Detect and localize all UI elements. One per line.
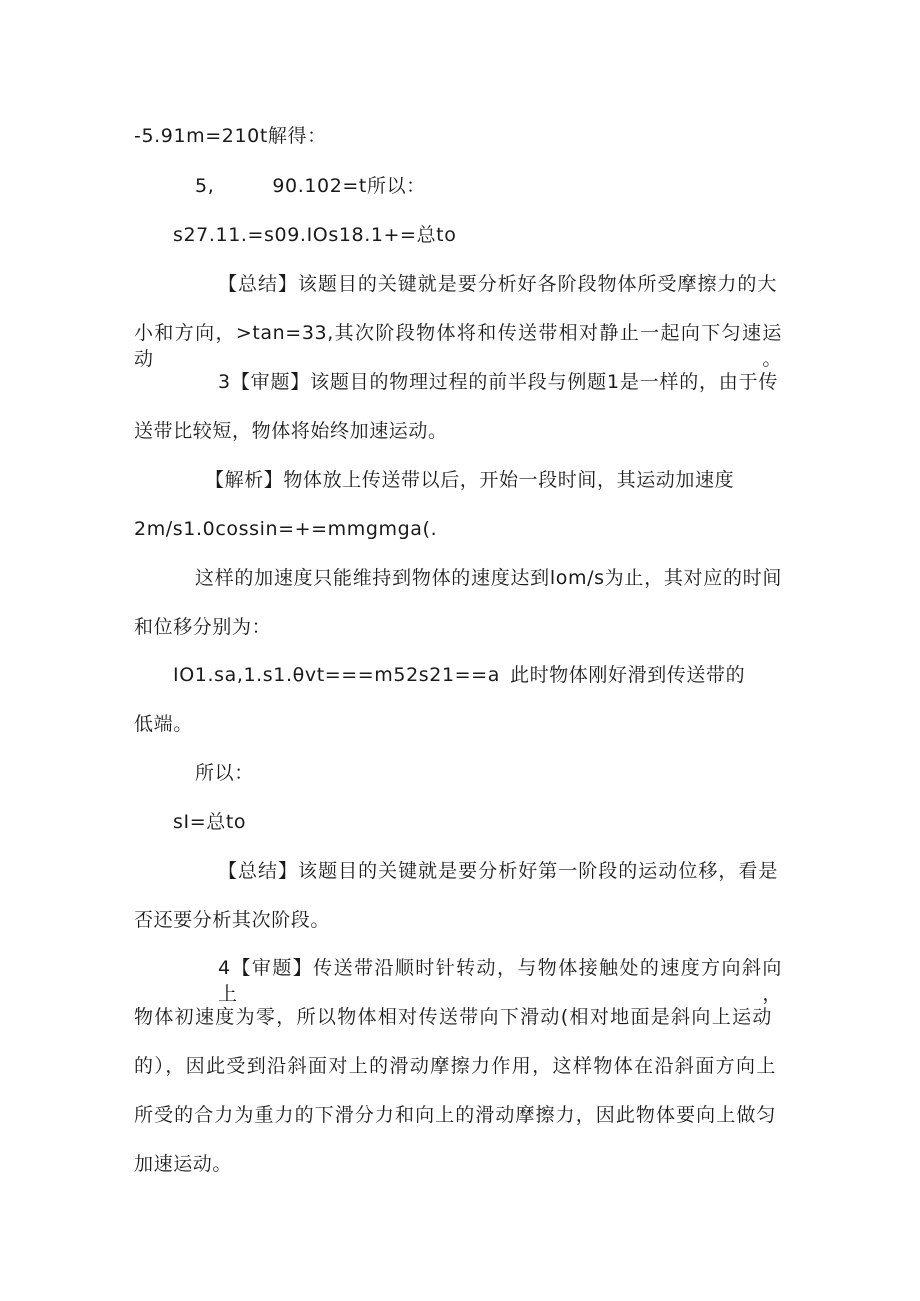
paragraph-line: 所以：: [195, 762, 254, 784]
paragraph-line: 和位移分别为：: [134, 616, 272, 638]
paragraph-line: 物体初速度为零，所以物体相对传送带向下滑动(相对地面是斜向上运动: [134, 1006, 772, 1028]
paragraph-line: 否还要分析其次阶段。: [134, 909, 331, 931]
formula-line: 2m∕s1.0cossin=+=mmgmga(.: [134, 518, 438, 540]
paragraph-line: 的），因此受到沿斜面对上的滑动摩擦力作用，这样物体在沿斜面方向上: [134, 1055, 776, 1077]
formula-line: IO1.sa,1.s1.θvt===m52s21==a: [173, 664, 500, 686]
paragraph-line: 3【审题】该题目的物理过程的前半段与例题1是一样的，由于传: [218, 371, 778, 393]
paragraph-line: 4【审题】传送带沿顺时针转动，与物体接触处的速度方向斜向上，: [218, 957, 782, 1005]
paragraph-line: 所受的合力为重力的下滑分力和向上的滑动摩擦力，因此物体要向上做匀: [134, 1104, 776, 1126]
paragraph-line: 【总结】该题目的关键就是要分析好第一阶段的运动位移，看是: [218, 860, 778, 882]
text-line: [195, 173, 426, 199]
paragraph-line: 此时物体刚好滑到传送带的: [510, 664, 746, 686]
text-line: -5.91m=210t解得：: [134, 125, 327, 147]
paragraph-line: 这样的加速度只能维持到物体的速度达到lom/s为止，其对应的时间: [195, 567, 782, 589]
paragraph-line: 低端。: [134, 713, 193, 735]
paragraph-line: 加速运动。: [134, 1153, 233, 1175]
formula-line: sI=总to: [173, 811, 247, 833]
text-fragment: 90.102=t所以：: [272, 175, 426, 197]
text-fragment: 5,: [195, 175, 215, 197]
paragraph-line: 小和方向，>tan=33,其次阶段物体将和传送带相对静止一起向下匀速运动。: [134, 322, 782, 370]
paragraph-line: 【总结】该题目的关键就是要分析好各阶段物体所受摩擦力的大: [218, 273, 777, 295]
paragraph-line: 【解析】物体放上传送带以后，开始一段时间，其运动加速度: [205, 469, 735, 491]
text-line: s27.11.=s09.IOs18.1+=总to: [173, 224, 457, 246]
paragraph-line: 送带比较短，物体将始终加速运动。: [134, 420, 448, 442]
